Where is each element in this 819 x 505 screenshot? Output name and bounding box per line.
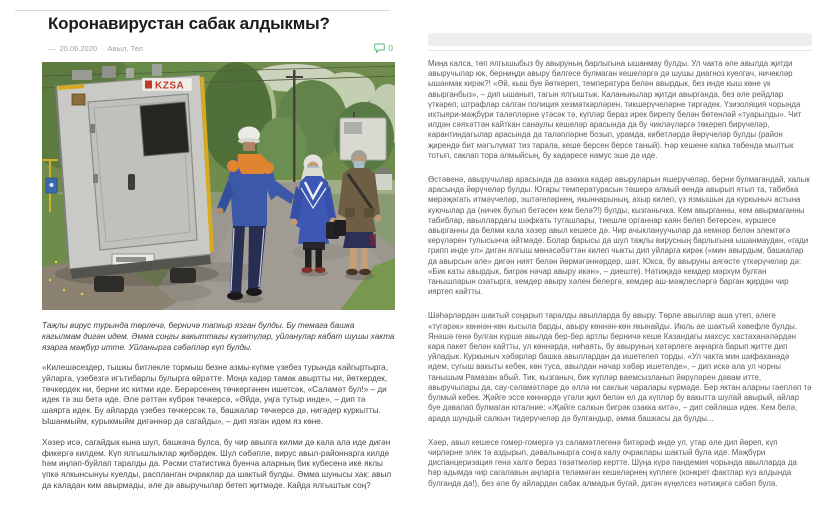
- article-meta: [48, 43, 393, 53]
- article-right-column: [428, 33, 812, 503]
- truck-window: [140, 102, 189, 156]
- page-title: Коронавирустан сабак алдыкмы?: [48, 14, 330, 33]
- meta-separator: ·: [101, 43, 104, 53]
- article-paragraph: «Килешәсездер, тышкы битлекле тормыш безне азмы-күпме үзебез турында кайгыртырга, уйларга, үзебезгә игътибарлы булырга өйрәтте. Моңа кадәр тамак авыртты ни, йөткердек, төчкердек ни, берни ис китми иде. Берәрсенең төчкергәнен ишетсәк, «Саламәт бул!» – ди идек тә эш бетә иде. Әле рәттән күбрәк төчкерсә, «Әйдә, уңга тутыр инде», – дип тә шаярта идек. Бу айларда үзебез төчкерсәк тә, башкалар төчкерсә дә, нигәдер куркытты. Ышанмыйм, курыкмыйм дигәннәр дә сагайды», – дип язган идем яз көне.: [42, 363, 389, 426]
- article-lead: Таҗлы вирус турында төрлечә, берничә тапкыр язган булды. Бу темага башка кагылмам дигән идем. Әмма соңгы вакыттагы күзәтүләр, уйланулар кабат шушы хакта язарга мәҗбүр итте. Уйланырга сәбәпләр күп булды.: [42, 321, 395, 352]
- article-paragraph: Шәһәрләрдән шактый соңарып таралды авылларда бу авыру. Төрле авыллар аша үтеп, әлеге «түгәрәк» көннән-көн кысыла барды, авыру көннән-көн якынайды. Июль ае шактый хәвефле булды. Янәшә генә булган күрше авылда бер-бер артлы берничә кеше Казандагы махсус хастаханәләрдән кара пакет белән кайтты, ул көннәрдә, ниһаять, бу авыруның хәтәрлеге аңнарга барып җитте дип уйладык. Куркыныч хәбәрләр башка авыллардан да ишетелеп торды. «Ул чакта мин шифаханәдә идем, сугыш вакыты кебек, көн туса, авылдан нәчар хәбәр ишетелде», – дип искә ала ул чорны танышым Рамазан абый. Тик, кызганыч, бик күпләр ваемсызланып йөрүләрен дәвам итте, авыручылары да, сау-сәламәтләре дә әллә ни саклык чаралары күрмәде. Бер яктан аларны гаепләп тә булмый кебек. Җәйге эссе көннәрдә үтәли җил белән ел да күпләр бу вакытта шулай авырый, айлар буе дәвалап булмаган юталние: «Җәйге салкын бигрәк озакка китә», – дип сөйләшә идек. Кем белә, арада шундый салкын тидерүчеләр дә булгандыр, әмма башкасы да булды...: [428, 311, 812, 423]
- handbag: [334, 220, 346, 236]
- comments-count: 0: [388, 43, 393, 53]
- comments-button[interactable]: [374, 43, 393, 53]
- article-paragraph: Өстәвенә, авыручылар арасында да азакка кадәр авыруларын яшерүчеләр, берни булмагандай, халык арасында йөрүчеләр булды. Югары температурасын төшерә алмый өендә авырып ятып та, табибка мөрәҗәгать итмәүчеләр, эштәгеләрнең, якыннарының, ахыр килеп, үз язмышын да куркыныч астына куючылар да (ничек булып бетәсен кем белә?!) булды, кызганычка. Кем авырганны, кем авырмаганны табиблар, авыллардагы шәфкать туташлары, тиешле органнар каян белеп бетерсен, күршесе авырганны да белми кала хәзер авыл кешесе дә. Чир ачыклануучылар да кемнәр белән элемтәгә керүләрен тулысынча әйтмәде. Болар барысы да шул таҗлы вирусның барлыгына ышанмаудан, «гади грипп инде ул» дигән ялгыш мөнәсәбәттән килеп чыкты дип уйларга кирәк («мин авырдым, башкалар да авырсын әле» дигән ният белән йөрмәгәннәрдер, шәт. Юкса, бу авыруны аягөсте үткәрүчеләр дә: «Бик каты авырдык, бигрәк нәчар авыру икән», – диеште). Нәтиҗәдә кемдер мәрхүм булган танышларын озатырга, кемдер авыру хәлен белергә, кемдер аш-мәҗлесләргә барган җирдән чир ияртеп кайтты.: [428, 175, 810, 297]
- photo-illustration: [42, 62, 395, 310]
- article-paragraph: Хәер, авыл кешесе гомер-гомергә үз сәламәтлегенә битәрәф инде ул, утар әле дип йөреп, күп чирләрне элек тә аздырып, дәвалынырга соңга калу очраклары шактый була иде. Мәҗбүри диспанцеризация генә халгә бераз төзәтмәләр кертте. Шуңа күрә пандемия чорында авылларда да һәр адымда чир сагалавын аңларга теләмәгән кешеләрнең күплеге (конкрет фактлар күз алдында булганда да!), без әле бу айлардан сабак алмадык бугай, дигән күңелсез нәтиҗәгә сәбәп була.: [428, 437, 797, 488]
- article-paragraph: Хәзер исә, сагайдык кына шул, башкача булса, бу чир авылга килми дә кала ала иде дигән фикергә килдем. Күп ялгышлыклар җибәрдек. Шул сәбәпле, вирус авыл-районнарга килде һәм иңләп-буйлап таралды да. Рәсми статистика буенча аларның бик күбесенә ике яклы үпкә ялкынсынуы куелды, распланган очраклар да шактый булды. Әмма шунысы хак: авыл да каладан ким авырмады, әле дә авыручылар бетеп җитмәде. Кайда ялгыштык соң?: [42, 437, 392, 490]
- banner-divider: [428, 50, 812, 51]
- article-tags[interactable]: Авыл, Тел: [107, 43, 143, 53]
- svg-text:KZSA: KZSA: [155, 80, 185, 92]
- comment-bubble-icon: [374, 43, 385, 53]
- face-mask: [354, 161, 365, 168]
- meta-dash: —: [48, 43, 56, 53]
- truck-logo: [142, 78, 192, 92]
- service-truck: [55, 64, 219, 292]
- article-date: 20.06.2020: [59, 43, 98, 53]
- article-paragraph: Миңа калса, төп ялгышыбыз бу авыруның барлыгына ышанмау булды. Ул чакта әле авылда җитди авыручылар юк, берниңди авыру билгесе булмаган кешеләргә дә шушы диагноз куелгач, ничекләр ышанмак кирәк?! «Әй, кыш буе йөткереп, температура белән авырдык, без инде кыш көне үк авырганбыз», – дип ышанып, тагын ялгыштык. Каланыкылар җитди авырганда, без әле рейдлар үткәреп, штрафлар салган полиция хезмәткәрләрен, тикшерүчеләрне тиргәдек. Үзизоляция чорында ихтыяри-мәҗбүри таләпләрне үтәсәк тә, күпләр бераз ирек бирелү белән бөтенләй «туарылды». Чит илдән сәяхәттән кайткан санаулы кешеләр арасында да бу чикләүләргә төкереп бирүчеләр, карантиндагылар арасында да таләпләрне бозып, урамда, кибетләрдә йөрүчеләр булды (район җирендә бит мәгълүмат тиз тарала, кеше берсен берсе таный). Һәр кешене капка төбендә мылтык тотып, саклап тора алмыйсың, бу кадәресе намус эше дә иде.: [428, 59, 802, 160]
- collapsed-banner: [428, 33, 812, 46]
- article-photo: [42, 62, 395, 310]
- top-divider: [15, 10, 390, 11]
- article-left-column: [42, 14, 395, 492]
- truck-door-handle: [128, 174, 135, 190]
